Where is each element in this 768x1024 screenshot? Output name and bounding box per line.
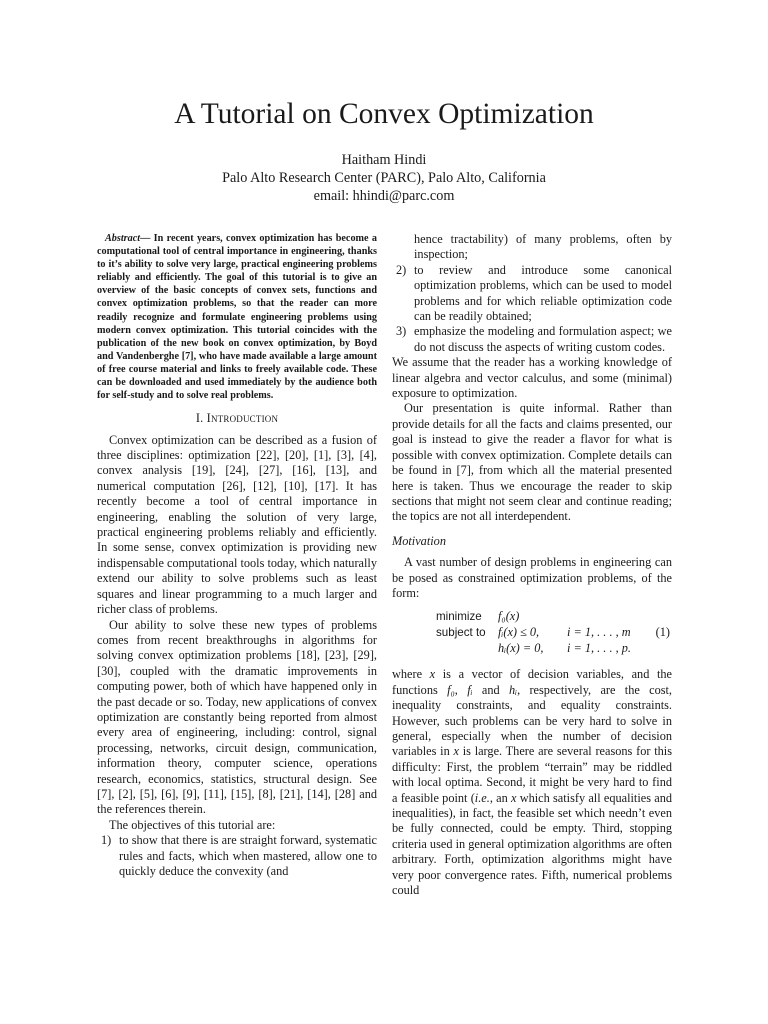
- intro-paragraph-5: Our presentation is quite informal. Rather than provide details for all the facts and claims presented, our goal is instead to give the reader a flavor for what is possible with convex optimization. Complete details can be found in [7], from which all the material presented here is taken. Thus we encourage the reader to skip sections that might not seem clear and continue reading; the topics are not all interdependent.: [392, 401, 672, 524]
- math-variable: hᵢ: [508, 682, 518, 697]
- subsection-heading-motivation: Motivation: [392, 533, 446, 548]
- left-column: [97, 232, 377, 879]
- motivation-paragraph-1: A vast number of design problems in engineering can be posed as constrained optimization problems, of the form:: [392, 555, 672, 600]
- list-item-number: 1): [101, 833, 112, 848]
- emphasis: i.e.: [474, 790, 490, 805]
- text-run: which satisfy all equalities and inequalities), in fact, the feasible set which needn’t even be fully connected, could be empty. Third, stopping criteria used in general optimization algorithms are often arbitrary. Forth, optimization algorithms might have very poor convergence rates. Fifth, numerical problems could: [392, 790, 672, 898]
- list-item-text: emphasize the modeling and formulation aspect; we do not discuss the aspects of writing custom codes.: [414, 324, 672, 354]
- text-run: , respectively, are the cost, inequality constraints, and equality constraints. However, such problems can be very hard to solve in general, especially when the number of decision variables in: [392, 682, 672, 759]
- intro-paragraph-1: Convex optimization can be described as a fusion of three disciplines: optimization [22], [20], [1], [3], [4], convex analysis [19], [24], [27], [16], [13], and numerical computation [26], [12], [10], [17]. It has recently become a tool of central importance in engineering, enabling the solution of very large, practical engineering problems reliably and efficiently. In some sense, convex optimization is providing new indispensable computational tools today, which naturally extend our ability to solve problems such as least squares and linear programming to a much larger and richer class of problems.: [97, 432, 377, 617]
- equation-expression: fᵢ(x) ≤ 0,: [498, 625, 540, 640]
- right-column: [392, 232, 672, 898]
- equation-range: i = 1, . . . , m: [567, 625, 631, 640]
- math-variable: f₀: [447, 682, 455, 697]
- section-number: I.: [195, 411, 207, 426]
- list-item: [392, 232, 672, 263]
- author-name: Haitham Hindi: [341, 152, 427, 168]
- list-item-text: hence tractability) of many problems, often by inspection;: [414, 232, 672, 262]
- text-run: is a vector of decision variables, and the functions: [392, 667, 672, 697]
- math-variable: fᵢ: [467, 682, 473, 697]
- intro-paragraph-2: Our ability to solve these new types of problems comes from recent breakthroughs in algorithms for solving convex optimization problems [18], [23], [29], [30], coupled with the dramatic improvements in computing power, both of which have happened only in the past decade or so. Today, new applications of convex optimization are constantly being reported from almost every area of engineering, including: control, signal processing, networks, circuit design, communication, information theory, computer science, operations research, economics, statistics, structural design. See [7], [2], [5], [6], [9], [11], [15], [8], [21], [14], [28] and the references therein.: [97, 617, 377, 817]
- equation-row: [392, 609, 672, 625]
- equation-1: [392, 609, 672, 659]
- author-block: [0, 151, 768, 205]
- author-affiliation: Palo Alto Research Center (PARC), Palo Alto, California: [222, 170, 546, 186]
- intro-paragraph-3: The objectives of this tutorial are:: [109, 817, 276, 832]
- objectives-list-continued: [392, 232, 672, 355]
- section-title: Introduction: [206, 411, 279, 426]
- math-variable: x: [511, 790, 517, 805]
- equation-row: [392, 625, 672, 641]
- abstract-label: Abstract: [105, 233, 141, 244]
- paper-title: A Tutorial on Convex Optimization: [174, 98, 594, 130]
- equation-keyword: subject to: [436, 626, 486, 640]
- list-item-number: 3): [396, 324, 407, 339]
- objectives-list: [97, 833, 377, 879]
- motivation-paragraph-2: [392, 667, 672, 898]
- list-item: [392, 263, 672, 325]
- intro-paragraph-4: We assume that the reader has a working knowledge of linear algebra and vector calculus, and some (minimal) exposure to optimization.: [392, 355, 672, 401]
- abstract-text: In recent years, convex optimization has become a computational tool of central importance in engineering, thanks to it’s ability to solve very large, practical engineering problems reliably and efficiently. The goal of this tutorial is to give an overview of the basic concepts of convex sets, functions and convex optimization problems, so that the reader can more readily recognize and formulate engineering problems using modern convex optimization. This tutorial coincides with the publication of the new book on convex optimization, by Boyd and Vandenberghe [7], who have made available a large amount of free course material and links to freely available code. These can be downloaded and used immediately by the audience both for self-study and to solve real problems.: [97, 233, 377, 402]
- list-item-number: 2): [396, 262, 407, 277]
- text-run: is large. There are several reasons for this difficulty: First, the problem “terrain” may be riddled with local optima. Second, it might be very hard to find a feasible point (: [392, 744, 672, 805]
- text-run: , an: [489, 790, 511, 805]
- equation-number: (1): [655, 625, 670, 640]
- list-item-text: to review and introduce some canonical optimization problems, which can be used to model problems and for which reliable optimization code can be readily obtained;: [414, 262, 672, 324]
- list-item-text: to show that there is are straight forward, systematic rules and facts, which when mastered, allow one to quickly deduce the convexity (and: [119, 833, 377, 878]
- text-run: ,: [454, 682, 468, 697]
- abstract: [97, 232, 377, 402]
- text-run: where: [392, 667, 430, 682]
- list-item: [392, 324, 672, 355]
- equation-row: [392, 641, 672, 657]
- abstract-dash: —: [140, 233, 154, 244]
- list-item: [97, 833, 377, 879]
- text-run: and: [472, 682, 509, 697]
- author-email: email: hhindi@parc.com: [313, 188, 455, 204]
- equation-expression: hᵢ(x) = 0,: [498, 641, 544, 656]
- equation-keyword: minimize: [436, 610, 482, 624]
- math-variable: x: [453, 744, 459, 759]
- equation-expression: f₀(x): [498, 609, 520, 624]
- section-heading-introduction: [97, 411, 377, 426]
- math-variable: x: [429, 667, 436, 682]
- equation-range: i = 1, . . . , p.: [567, 641, 631, 656]
